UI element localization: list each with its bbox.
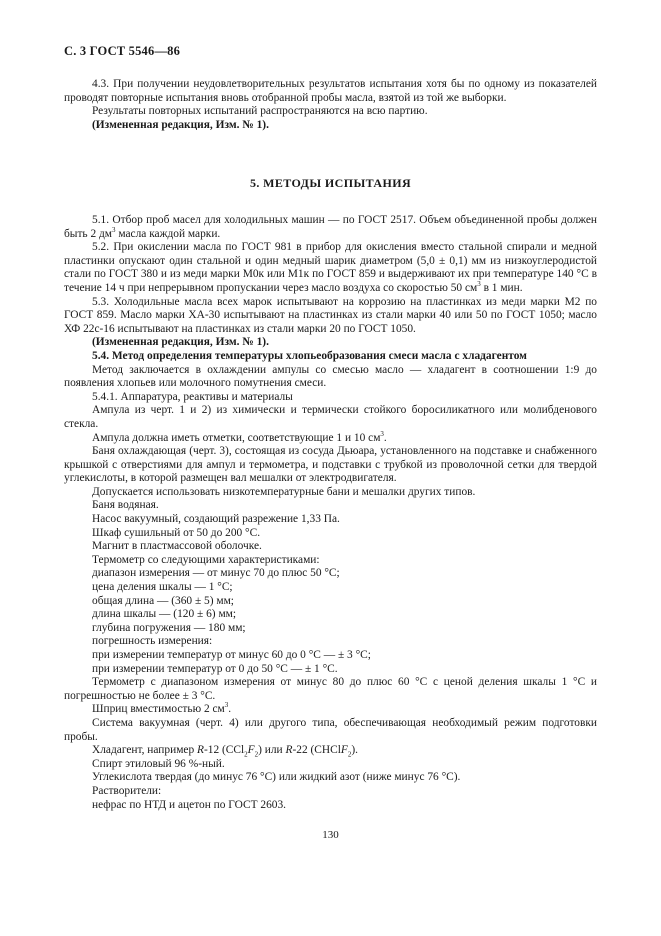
thermo-scale: длина шкалы — (120 ± 6) мм;	[92, 608, 237, 621]
page-header: С. 3 ГОСТ 5546—86	[64, 44, 181, 58]
thermo-error: погрешность измерения:	[92, 635, 213, 648]
page-number: 130	[322, 829, 339, 841]
amendment-note: (Измененная редакция, Изм. № 1).	[92, 118, 269, 131]
paragraph-5-4-text: Метод заключается в охлаждении ампулы со смесью масло — хладагент в соотношении 1:9 до появления хлопьев или молочного помутнения смеси.	[64, 363, 597, 390]
paragraph-bath: Баня охлаждающая (черт. 3), состоящая из сосуда Дьюара, установленного на подставке и снабженного крышкой с отверстиями для ампул и термометра, и подставки с трубкой из проволочной сетки для твердой углекислоты, в которой размещен вал мешалки от электродвигателя.	[64, 445, 597, 485]
paragraph-5-2: 5.2. При окислении масла по ГОСТ 981 в прибор для окисления вместо стальной спирали и медной пластинки опускают один стальной и один медный шарик диаметром (5,0 ± 0,1) мм из низкоуглеродистой стали по ГОСТ 380 и из меди марки М0к или М1к по ГОСТ 859 и выдерживают их при температуре 140 °С в течение 14 ч при непрерывном пропускании через масло воздуха со скоростью 50 $см^3$ в 1 мин.	[64, 241, 597, 294]
item-thermometer-2: Термометр с диапазоном измерения от минус 80 до плюс 60 °С с ценой деления шкалы 1 °С и погрешностью не более ± 3 °С.	[64, 676, 597, 702]
item-vacuum-system: Система вакуумная (черт. 4) или другого типа, обеспечивающая необходимый режим подготовки пробы.	[64, 716, 597, 743]
item-refrigerant: Хладагент, например R-12 $(CCl_2F_2)$ или R-22 (CHClF$_2$).	[92, 744, 359, 759]
item-nefras: нефрас по НТД и ацетон по ГОСТ 2603.	[92, 798, 287, 811]
item-co2: Углекислота твердая (до минус 76 °С) или жидкий азот (ниже минус 76 °С).	[92, 771, 461, 784]
paragraph-5-4-1: 5.4.1. Аппаратура, реактивы и материалы	[92, 390, 293, 403]
item-oven: Шкаф сушильный от 50 до 200 °С.	[92, 526, 261, 539]
paragraph-5-1: 5.1. Отбор проб масел для холодильных машин — по ГОСТ 2517. Объем объединенной пробы должен быть 2 $дм^3$ масла каждой марки.	[64, 214, 597, 240]
paragraph-repeat-tests: Результаты повторных испытаний распространяются на всю партию.	[92, 105, 428, 118]
item-magnet: Магнит в пластмассовой оболочке.	[92, 540, 262, 553]
thermo-range: диапазон измерения — от минус 70 до плюс 50 °С;	[92, 567, 340, 580]
thermo-length: общая длина — (360 ± 5) мм;	[92, 594, 234, 607]
thermo-error-2: при измерении температур от 0 до 50 °С — ± 1 °С.	[92, 662, 338, 675]
thermo-error-1: при измерении температур от минус 60 до 0 °С — ± 3 °С;	[92, 649, 371, 661]
paragraph-5-4-heading: 5.4. Метод определения температуры хлопьеобразования смеси масла с хладагентом	[92, 349, 527, 362]
item-alcohol: Спирт этиловый 96 %-ный.	[92, 757, 225, 770]
paragraph-5-3: 5.3. Холодильные масла всех марок испытывают на коррозию на пластинках из меди марки М2 по ГОСТ 859. Масло марки ХА-30 испытывают на пластинках из стали марки 40 или 50 по ГОСТ 1050; масло ХФ 22с-16 испытывают на пластинках из стали марки 20 по ГОСТ 1050.	[64, 295, 597, 335]
thermo-division: цена деления шкалы — 1 °С;	[92, 581, 233, 594]
item-thermometer: Термометр со следующими характеристиками:	[92, 553, 320, 566]
paragraph-4-3: 4.3. При получении неудовлетворительных результатов испытания хотя бы по одному из показателей проводят повторные испытания вновь отобранной пробы масла, взятой из той же выборки.	[64, 78, 597, 104]
item-syringe: Шприц вместимостью 2 $см^3$.	[92, 701, 232, 716]
section-5-body	[64, 214, 597, 812]
paragraph-ampule: Ампула из черт. 1 и 2) из химически и термически стойкого боросиликатного или молибденового стекла.	[64, 404, 597, 430]
thermo-depth: глубина погружения — 180 мм;	[92, 621, 246, 634]
item-pump: Насос вакуумный, создающий разрежение 1,33 Па.	[92, 513, 340, 526]
section-4-3	[64, 78, 597, 132]
paragraph-allowed: Допускается использовать низкотемпературные бани и мешалки других типов.	[92, 485, 476, 498]
item-solvents: Растворители:	[92, 784, 162, 797]
section-title: 5. МЕТОДЫ ИСПЫТАНИЯ	[249, 176, 412, 190]
amendment-note-2: (Измененная редакция, Изм. № 1).	[92, 336, 269, 349]
item-water-bath: Баня водяная.	[92, 499, 159, 512]
paragraph-marks: Ампула должна иметь отметки, соответствующие 1 и 10 $см^3$.	[92, 429, 387, 444]
